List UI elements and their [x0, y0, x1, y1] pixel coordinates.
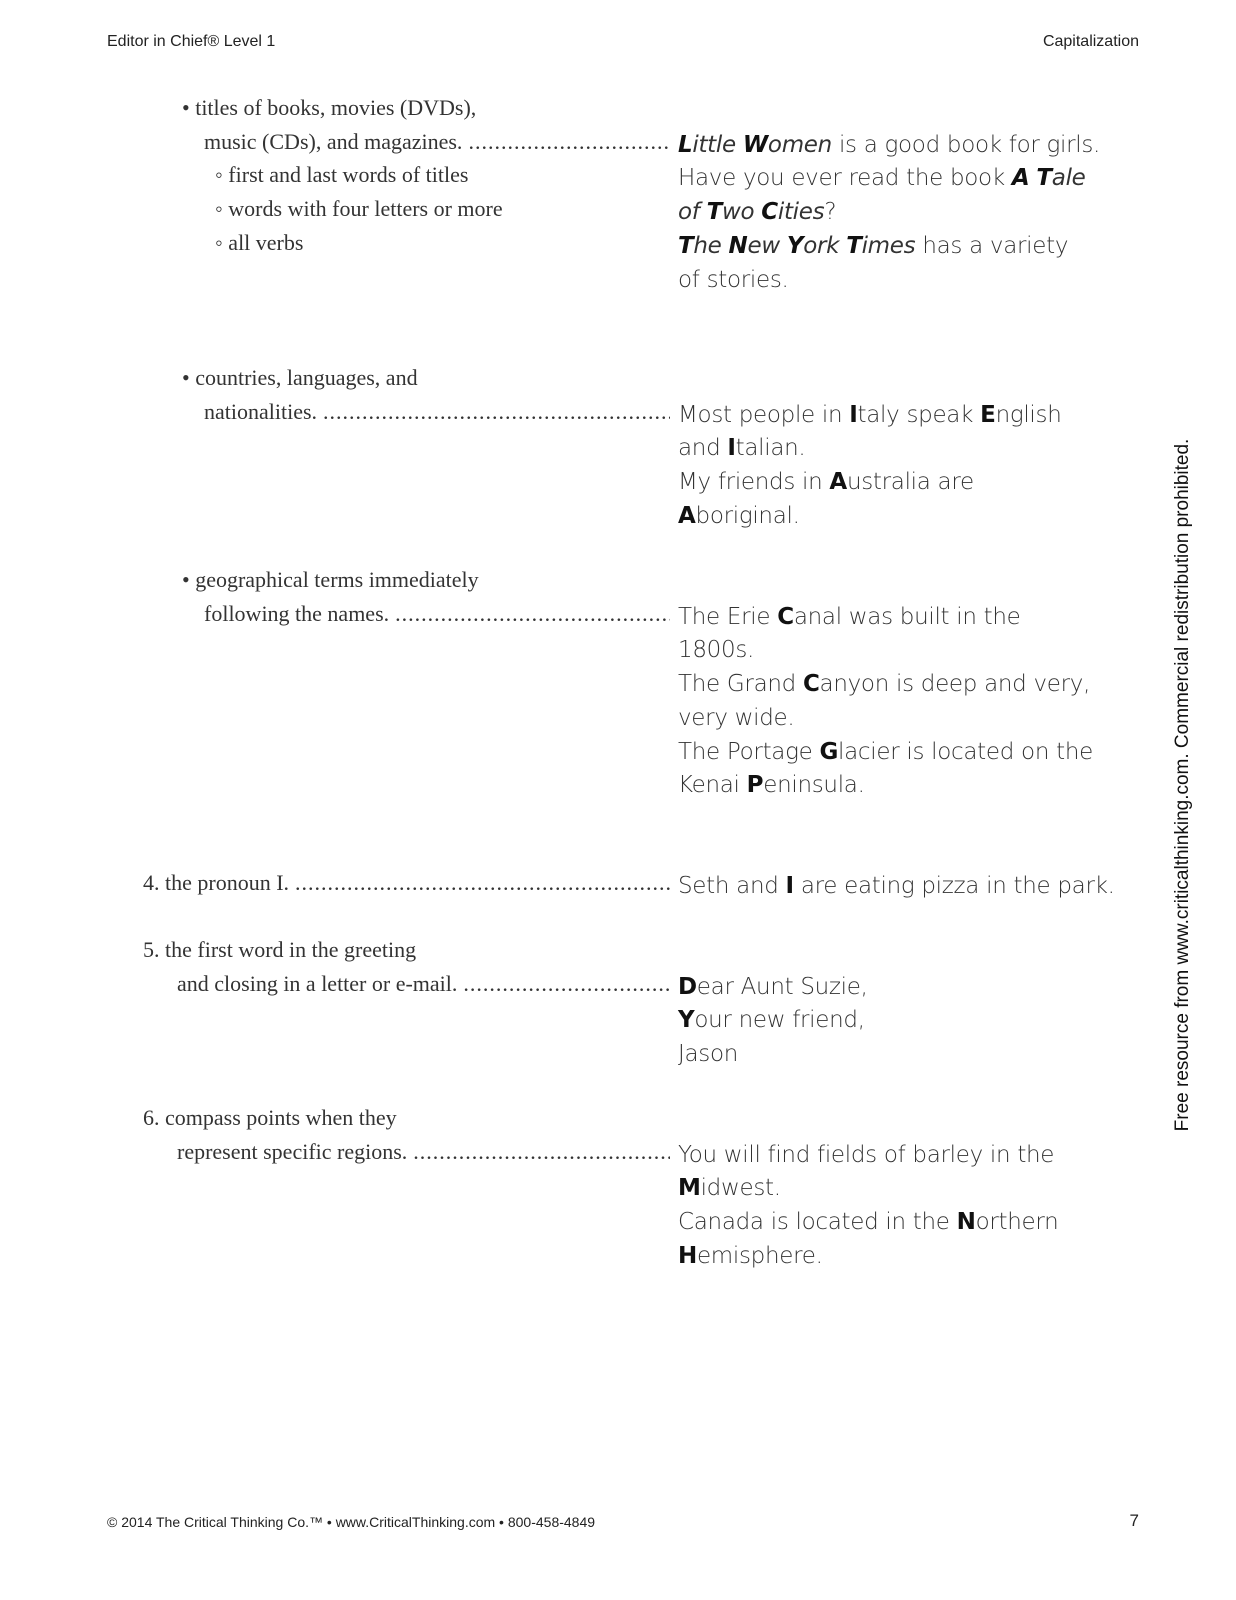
capitalized-letter: H: [678, 1242, 697, 1269]
example-text: Jason: [678, 1041, 739, 1068]
dot-leader: [468, 129, 670, 155]
rule-line: [143, 1105, 397, 1139]
example-text: ustralia are: [846, 469, 974, 496]
rule-line: [204, 601, 670, 635]
rule-line: [204, 129, 670, 163]
example-text: 1800s.: [678, 637, 755, 664]
rule-line: [215, 196, 503, 230]
example-text: lacier is located on the: [838, 738, 1093, 765]
example-text: Kenai: [678, 772, 747, 799]
rule-text: represent specific regions.: [177, 1138, 408, 1164]
rule-text: nationalities.: [204, 398, 318, 424]
header-topic: Capitalization: [1042, 33, 1139, 50]
example-text: ittle: [692, 131, 743, 158]
page-number: 7: [1129, 1511, 1139, 1530]
example-text: talian.: [735, 435, 806, 462]
rule-text: and closing in a letter or e-mail.: [177, 970, 458, 996]
example-line: [678, 199, 836, 225]
rule-line: [204, 399, 670, 433]
capitalized-letter: A: [678, 502, 696, 529]
capitalized-letter: C: [761, 199, 778, 226]
example-text: boriginal.: [695, 502, 800, 529]
example-text: very wide.: [678, 704, 795, 731]
rule-text: 4. the pronoun I.: [143, 870, 290, 895]
example-text: imes: [861, 232, 916, 259]
dot-leader: [463, 971, 670, 997]
example-line: [678, 1243, 823, 1269]
example-text: ale: [1051, 165, 1086, 192]
example-text: of: [678, 199, 707, 226]
example-line: [678, 165, 1086, 191]
example-text: anal was built in the: [793, 603, 1021, 630]
capitalized-letter: W: [742, 131, 768, 158]
example-text: is a good book for girls.: [831, 131, 1101, 158]
example-line: [678, 637, 754, 663]
example-text: ?: [824, 199, 837, 226]
example-text: our new friend,: [694, 1007, 865, 1034]
capitalized-letter: L: [678, 131, 693, 158]
example-text: ew: [747, 232, 787, 259]
example-line: [678, 604, 1021, 630]
footer-copyright: © 2014 The Critical Thinking Co.™ • www.CriticalThinking.com • 800-458-4849: [107, 1514, 596, 1530]
example-text: Most people in: [678, 401, 850, 428]
rule-line: [143, 870, 670, 904]
example-text: ear Aunt Suzie,: [696, 973, 868, 1000]
capitalized-letter: D: [678, 973, 697, 1000]
example-line: [678, 503, 800, 529]
example-text: The Portage: [678, 738, 820, 765]
example-line: [678, 739, 1093, 765]
header-title: Editor in Chief® Level 1: [107, 33, 276, 50]
example-line: [678, 1041, 738, 1067]
rule-line: [143, 937, 416, 971]
example-text: wo: [721, 199, 762, 226]
example-text: eninsula.: [763, 772, 865, 799]
example-line: [678, 873, 1115, 899]
rule-text: ◦ all verbs: [215, 229, 304, 255]
capitalized-letter: Y: [678, 1007, 695, 1034]
rule-text: 5. the first word in the greeting: [143, 937, 417, 962]
example-line: [678, 402, 1061, 428]
capitalized-letter: A: [1011, 165, 1030, 192]
rule-line: [215, 230, 303, 264]
example-line: [678, 974, 868, 1000]
dot-leader: [323, 399, 670, 425]
example-line: [678, 469, 974, 495]
capitalized-letter: T: [706, 199, 722, 226]
example-text: ities: [777, 199, 825, 226]
capitalized-letter: I: [727, 435, 736, 462]
example-text: idwest.: [700, 1175, 781, 1202]
capitalized-letter: T: [1036, 165, 1052, 192]
rule-line: [177, 1139, 670, 1173]
capitalized-letter: N: [728, 232, 748, 259]
rule-line: [215, 162, 468, 196]
dot-leader: [413, 1139, 670, 1165]
example-text: Have you ever read the book: [678, 165, 1012, 192]
example-text: Seth and: [678, 873, 786, 899]
rule-text: 6. compass points when they: [143, 1105, 397, 1130]
example-line: [678, 267, 789, 293]
example-line: [678, 132, 1100, 158]
example-line: [678, 671, 1090, 697]
capitalized-letter: T: [846, 232, 862, 259]
example-text: has a variety: [915, 232, 1069, 259]
capitalized-letter: M: [678, 1175, 701, 1202]
example-text: of stories.: [678, 266, 789, 293]
dot-leader: [395, 601, 670, 627]
capitalized-letter: I: [785, 873, 794, 899]
example-text: You will find fields of barley in the: [678, 1141, 1055, 1168]
example-text: nglish: [995, 401, 1062, 428]
example-text: My friends in: [678, 469, 830, 496]
example-line: [678, 435, 805, 461]
example-text: emisphere.: [696, 1242, 823, 1269]
example-text: omen: [767, 131, 832, 158]
rule-text: ◦ first and last words of titles: [215, 162, 469, 188]
capitalized-letter: Y: [786, 232, 804, 259]
example-text: anyon is deep and very,: [819, 671, 1091, 698]
side-notice: Free resource from www.criticalthinking.com. Commercial redistribution prohibited.: [1172, 438, 1193, 1132]
rule-line: [182, 95, 476, 129]
example-text: are eating pizza in the park.: [793, 873, 1115, 899]
capitalized-letter: I: [849, 401, 858, 428]
example-line: [678, 1142, 1054, 1168]
capitalized-letter: C: [777, 603, 794, 630]
rule-text: following the names.: [204, 600, 390, 626]
rule-line: [182, 365, 418, 399]
example-text: and: [678, 435, 728, 462]
capitalized-letter: E: [980, 401, 996, 428]
example-text: ork: [803, 232, 847, 259]
rule-text: music (CDs), and magazines.: [204, 128, 463, 154]
rule-text: • geographical terms immediately: [182, 567, 479, 592]
example-line: [678, 772, 865, 798]
example-line: [678, 1007, 865, 1033]
capitalized-letter: T: [678, 232, 694, 259]
capitalized-letter: A: [829, 469, 847, 496]
capitalized-letter: C: [802, 671, 820, 698]
example-text: Canada is located in the: [678, 1209, 957, 1236]
dot-leader: [295, 870, 670, 896]
example-text: taly speak: [857, 401, 981, 428]
example-text: The Erie: [678, 603, 778, 630]
rule-line: [177, 971, 670, 1005]
example-line: [678, 1209, 1058, 1235]
capitalized-letter: P: [746, 772, 764, 799]
rule-text: • countries, languages, and: [182, 365, 418, 390]
rule-text: ◦ words with four letters or more: [215, 196, 503, 222]
example-text: he: [693, 232, 729, 259]
example-text: orthern: [975, 1209, 1059, 1236]
example-text: The Grand: [678, 671, 803, 698]
example-line: [678, 705, 794, 731]
capitalized-letter: N: [956, 1209, 976, 1236]
example-line: [678, 233, 1068, 259]
rule-text: • titles of books, movies (DVDs),: [182, 95, 477, 120]
example-line: [678, 1175, 781, 1201]
rule-line: [182, 567, 479, 601]
capitalized-letter: G: [819, 738, 839, 765]
